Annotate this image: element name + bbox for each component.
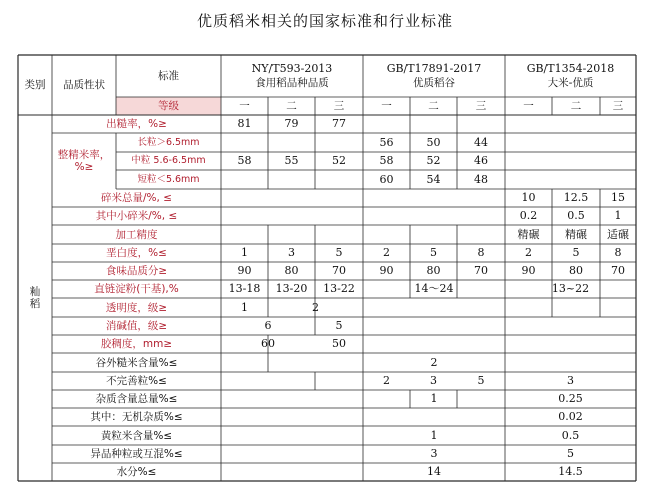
grade-header: 一 — [523, 100, 534, 112]
header-category: 类别 — [24, 79, 46, 91]
value-cell: 81 — [237, 117, 252, 130]
value-cell: 2 — [383, 246, 390, 259]
value-cell: 90 — [521, 264, 536, 277]
header-std1-name: 食用稻品种品质 — [255, 77, 329, 89]
value-cell: 46 — [474, 154, 488, 167]
row-label-gel: 胶稠度，mm≥ — [100, 338, 173, 350]
value-cell: 5 — [430, 246, 437, 259]
value-cell: 13-18 — [228, 282, 261, 295]
document-title: 优质稻米相关的国家标准和行业标准 — [196, 12, 453, 30]
grade-header: 一 — [381, 100, 392, 112]
value-cell: 79 — [284, 117, 299, 130]
value-cell: 1 — [430, 428, 438, 442]
row-label-moisture: 水分%≤ — [116, 466, 157, 478]
value-cell: 1 — [241, 300, 248, 314]
value-cell: 适碾 — [607, 227, 629, 241]
value-cell: 60 — [261, 337, 275, 350]
grade-header: 二 — [570, 100, 582, 112]
grade-header: 二 — [286, 100, 297, 112]
value-cell: 14～24 — [414, 282, 454, 295]
value-cell: 58 — [379, 154, 394, 167]
value-cell: 77 — [332, 117, 346, 130]
row-sublabel-head_rice: 长粒＞6.5mm — [137, 136, 200, 148]
value-cell: 13-22 — [323, 282, 355, 295]
value-cell: 48 — [474, 172, 488, 186]
row-label-transparency: 透明度，级≥ — [105, 301, 168, 314]
value-cell: 5 — [335, 246, 343, 259]
grade-header: 一 — [239, 100, 250, 112]
header-grade: 等级 — [158, 100, 179, 112]
value-cell: 5 — [572, 246, 580, 259]
value-cell: 5 — [567, 447, 574, 460]
row-sublabel-head_rice: 短粒＜5.6mm — [137, 173, 200, 185]
value-cell: 0.02 — [558, 410, 583, 423]
row-label-broken_total: 碎米总量/%, ≤ — [101, 192, 172, 204]
value-cell: 14 — [427, 465, 441, 478]
category-indica: 籼稻 — [29, 286, 41, 310]
value-cell: 52 — [426, 154, 441, 167]
value-cell: 60 — [379, 172, 394, 186]
value-cell: 44 — [474, 135, 488, 149]
value-cell: 80 — [569, 264, 583, 277]
value-cell: 8 — [477, 246, 485, 259]
header-std2-code: GB/T17891-2017 — [386, 61, 482, 75]
value-cell: 0.25 — [558, 392, 583, 405]
value-cell: 5 — [335, 319, 343, 332]
header-std3-code: GB/T1354-2018 — [526, 61, 615, 75]
header-std1-code: NY/T593-2013 — [251, 61, 333, 75]
value-cell: 52 — [332, 154, 346, 167]
value-cell: 8 — [614, 246, 622, 259]
value-cell: 56 — [379, 135, 394, 149]
row-label-chalkiness: 垩白度，%≤ — [106, 247, 167, 259]
value-cell: 1 — [614, 209, 622, 222]
value-cell: 14.5 — [558, 465, 583, 478]
value-cell: 0.5 — [561, 428, 580, 442]
value-cell: 15 — [611, 191, 625, 204]
value-cell: 6 — [264, 319, 272, 332]
row-label-other_grain: 谷外糙米含量%≤ — [95, 356, 178, 369]
value-cell: 1 — [430, 392, 438, 405]
row-label-yellow: 黄粒米含量%≤ — [100, 429, 173, 442]
row-label-amylose: 直链淀粉(干基),% — [94, 283, 179, 295]
row-label-imperfect: 不完善粒%≤ — [106, 375, 167, 387]
value-cell: 2 — [312, 300, 319, 314]
row-label-small_broken: 其中小碎米/%, ≤ — [95, 210, 178, 222]
value-cell: 90 — [237, 264, 252, 277]
row-label-impurity: 杂质含量总量%≤ — [95, 393, 178, 405]
row-label-inorganic: 其中：无机杂质%≤ — [90, 411, 183, 423]
row-label-taste_score: 食味品质分≥ — [105, 265, 168, 277]
value-cell: 13-20 — [275, 282, 308, 295]
value-cell: 3 — [567, 374, 574, 387]
value-cell: 5 — [477, 374, 485, 387]
value-cell: 2 — [383, 374, 390, 387]
grade-header: 三 — [612, 100, 624, 112]
value-cell: 2 — [525, 246, 532, 259]
value-cell: 54 — [426, 172, 441, 186]
value-cell: 3 — [288, 246, 295, 259]
row-label-brown_rice_rate: 出糙率，%≥ — [106, 118, 167, 130]
value-cell: 10 — [521, 191, 536, 204]
value-cell: 0.2 — [519, 209, 538, 222]
value-cell: 2 — [430, 355, 438, 369]
value-cell: 0.5 — [567, 209, 585, 222]
header-standard: 标准 — [158, 70, 179, 82]
value-cell: 58 — [237, 154, 252, 167]
value-cell: 70 — [474, 264, 488, 277]
value-cell: 50 — [426, 135, 441, 149]
value-cell: 70 — [332, 264, 346, 277]
row-label-alkali: 消碱值，级≥ — [105, 320, 168, 332]
value-cell: 90 — [379, 264, 394, 277]
value-cell: 80 — [426, 264, 441, 277]
row-label-mixed: 异品种粒或互混%≤ — [90, 448, 183, 460]
grade-header: 三 — [333, 100, 345, 112]
value-cell: 55 — [284, 154, 299, 167]
value-cell: 1 — [241, 246, 248, 259]
grade-header: 二 — [428, 100, 439, 112]
header-quality-trait: 品质性状 — [63, 79, 105, 91]
value-cell: 12.5 — [563, 191, 589, 204]
value-cell: 70 — [611, 264, 625, 277]
value-cell: 精碾 — [517, 227, 540, 241]
header-std2-name: 优质稻谷 — [413, 77, 455, 89]
grade-header: 三 — [475, 100, 487, 112]
value-cell: 3 — [430, 447, 438, 460]
value-cell: 精碾 — [565, 227, 587, 241]
value-cell: 80 — [284, 264, 299, 277]
row-sublabel-head_rice: 中粒 5.6-6.5mm — [131, 155, 206, 166]
header-std3-name: 大米-优质 — [547, 77, 594, 89]
row-label-head_rice: 整精米率，%≥ — [57, 149, 111, 173]
value-cell: 13~22 — [551, 282, 590, 295]
row-label-milling: 加工精度 — [115, 228, 158, 241]
value-cell: 50 — [332, 337, 346, 350]
value-cell: 3 — [430, 374, 437, 387]
